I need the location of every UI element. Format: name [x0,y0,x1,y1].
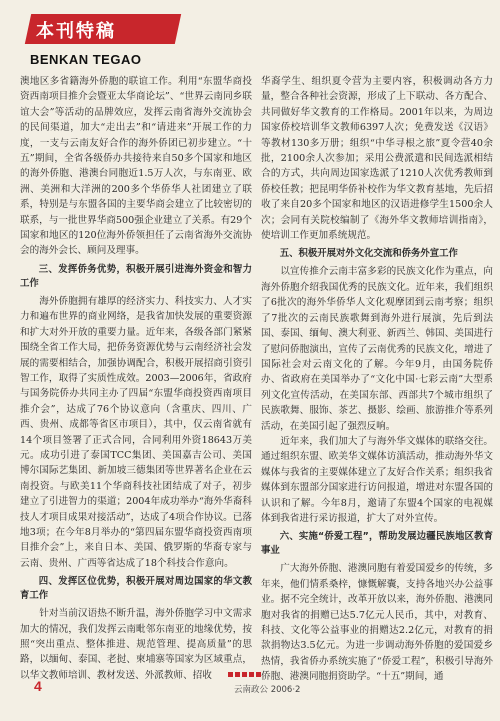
section-heading: 六、实施“侨爱工程”，帮助发展边疆民族地区教育事业 [261,531,493,557]
section-title: 本刊特稿 [36,21,116,42]
paragraph: 针对当前汉语热不断升温，海外侨胞学习中文需求加大的情况，我们发挥云南毗邻东南亚的地缘优势，按照“突出重点、整体推进、规范管理、提高质量”的思路，以缅甸、泰国、老挝、柬埔寨等国家为区域重点，以华文教师培训、教材发送、外派教师、招收 [20,608,252,681]
page-number: 4 [34,678,42,694]
paragraph: 澳地区多省籍海外侨胞的联谊工作。利用“东盟华商投资西南项目推介会暨亚太华商论坛”、“世界云南同乡联谊大会”等活动的品牌效应，发挥云南省海外交流协会的民间渠道，加大“走出去”和“请进来”开展工作的力度，一支与云南友好合作的海外侨团已初步建立。“十五”期间，全省各级侨办共接待来自50多个国家和地区的海外侨胞、港澳台同胞近1.5万人次，与东南亚、欧洲、美洲和大洋洲的200多个华侨华人社团建立了联系，特别是与东盟各国的主要华商会建立了比较密切的联系，与一批世界华商500强企业建立了关系。有29个国家和地区的120位海外侨领担任了云南省海外交流协会的海外会长、顾问及理事。 [20,76,252,257]
paragraph: 以宣传推介云南丰富多彩的民族文化作为重点，向海外侨胞介绍我国优秀的民族文化。近年来，我们组织了6批次的海外华侨华人文化观摩团到云南考察；组织了7批次的云南民族歌舞到海外进行展演，先后到法国、泰国、缅甸、澳大利亚、新西兰、韩国、美国进行了慰问侨胞演出，宣传了云南优秀的民族文化，增进了国际社会对云南文化的了解。今年9月，由国务院侨办、省政府在美国举办了“文化中国·七彩云南”大型系列文化宣传活动，在美国东部、西部共7个城市组织了民族歌舞、服饰、茶艺、摄影、绘画、旅游推介等系列活动，在美国引起了强烈反响。 [261,266,493,432]
section-heading: 三、发挥侨务优势，积极开展引进海外资金和智力工作 [20,263,252,289]
section-header [10,8,210,68]
paragraph: 海外侨胞拥有雄厚的经济实力、科技实力、人才实力和遍布世界的商业网络，是我省加快发展的重要资源和扩大对外开放的重要力量。近年来，各级各部门紧紧围绕全省工作大局，把侨务资源优势与云南经济社会发展的需要相结合，加强协调配合，积极开展招商引资引智工作，取得了实质性成效。2003—2006年，省政府与国务院侨办共同主办了四届“东盟华商投资西南项目推介会”，达成了76个协议意向（含重庆、四川、广西、贵州、成都等省区市项目），其中，仅云南省就有14个项目签署了正式合同，合同利用外资18643万美元。成功引进了泰国TCC集团、美国嘉吉公司、美国博尔国际艺集团、新加坡三德集团等世界著名企业在云南投资。与欧美11个华商科技社团结成了对子，初步建立了引进智力的渠道；2004年成功举办“海外华裔科技人才项目成果对接活动”，达成了4项合作协议。已落地3项；在今年8月举办的“第四届东盟华商投资西南项目推介会”上，来自日本、美国、俄罗斯的华裔专家与云南、贵州、广西等省达成了18个科技合作意向。 [20,295,252,569]
paragraph: 近年来，我们加大了与海外华文媒体的联络交往。通过组织东盟、欧美华文媒体访滇活动，推动海外华文媒体与我省的主要媒体建立了友好合作关系；组织我省媒体到东盟部分国家进行访问报道，增进对东盟各国的认识和了解。今年8月，邀请了东盟4个国家的电视媒体到我省进行采访报道，扩大了对外宣传。 [261,435,493,524]
left-column [20,74,252,683]
section-subtitle: BENKAN TEGAO [30,52,142,67]
paragraph: 华裔学生、组织夏令营为主要内容，积极调动各方力量，整合各种社会资源，形成了上下联动、各方配合、共同做好华文教育的工作格局。2001年以来，为周边国家侨校培训华文教师6397人次；免费发送《汉语》等教材130多万册；组织“中华寻根之旅”夏令营40余批，2100余人次参加；采用公费派遣和民间选派相结合的方式，共向周边国家选派了1210人次优秀教师到侨校任教；把昆明华侨补校作为华文教育基地，先后招收了来自20多个国家和地区的汉语进修学生1500余人次；会同有关院校编制了《海外华文教师培训指南》，使培训工作更加系统规范。 [261,76,493,242]
decorative-squares [228,672,261,677]
page-footer [0,672,500,721]
issue-label: 云南政公 2006·2 [234,685,301,695]
paragraph: 广大海外侨胞、港澳同胞有着爱国爱乡的传统，多年来，他们情系桑梓，慷慨解囊，支持各地兴办公益事业。据不完全统计，改革开放以来，海外侨胞、港澳同胞对我省的捐赠已达5.7亿元人民币，其中，对教育、科技、文化等公益事业的捐赠达2.2亿元，对教育的捐款捐物达3.5亿元。为进一步调动海外侨胞的爱国爱乡热情，我省侨办系统实施了“侨爱工程”，积极引导海外侨胞、港澳同胞捐资助学。“十五”期间，通 [261,563,493,683]
section-heading: 五、积极开展对外文化交流和侨务外宣工作 [279,248,458,260]
right-column [261,74,493,685]
section-heading: 四、发挥区位优势，积极开展对周边国家的华文教育工作 [20,576,252,602]
